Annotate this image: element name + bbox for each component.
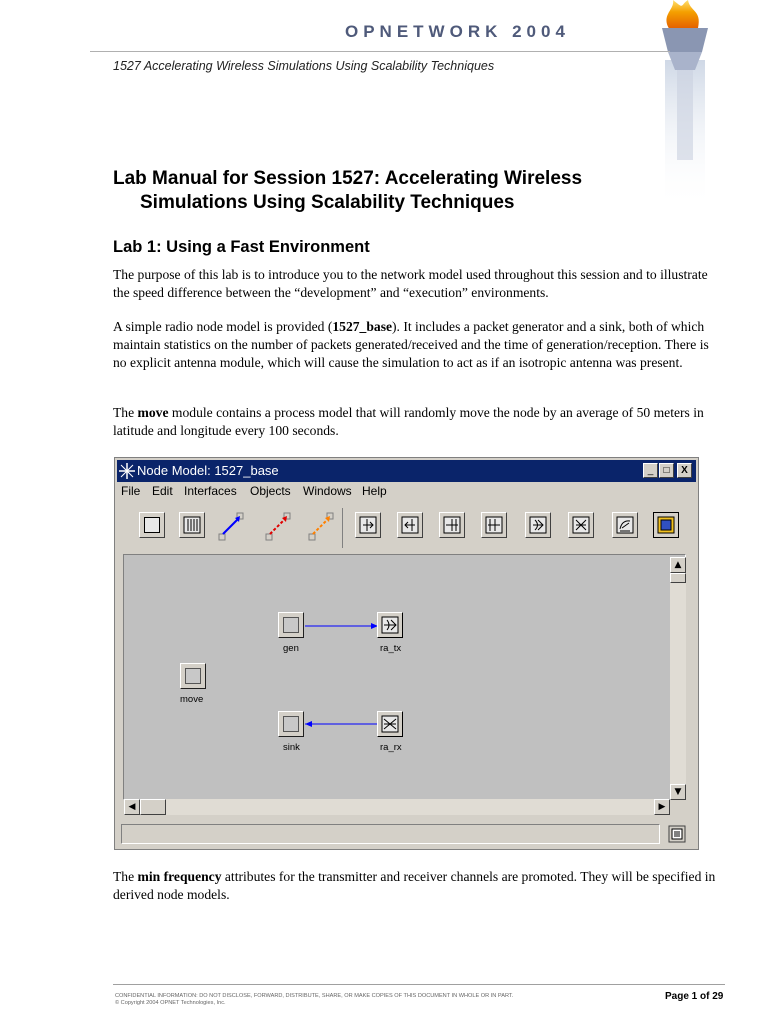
radio-receiver-icon — [381, 715, 399, 733]
queue-icon — [183, 516, 201, 534]
model-name: 1527_base — [332, 319, 393, 334]
radio-rx-icon — [572, 516, 590, 534]
conference-brand: OPNETWORK 2004 — [345, 22, 570, 41]
node-editor-canvas[interactable] — [123, 554, 686, 800]
lab1-heading: Lab 1: Using a Fast Environment — [113, 238, 370, 256]
packet-stream-tool-icon[interactable] — [215, 512, 251, 542]
move-label: move — [180, 694, 204, 705]
bus-rx-icon — [485, 516, 503, 534]
antenna-tool-button[interactable] — [612, 512, 638, 538]
external-system-tool-button[interactable] — [653, 512, 679, 538]
ra-tx-label: ra_tx — [380, 643, 402, 654]
bus-rx-tool-button[interactable] — [481, 512, 507, 538]
window-titlebar[interactable] — [117, 460, 696, 482]
scroll-left-arrow-icon[interactable]: ◀ — [124, 799, 140, 815]
gen-label: gen — [283, 643, 299, 654]
status-bar — [121, 824, 660, 844]
processor-tool-button[interactable] — [139, 512, 165, 538]
bus-tx-tool-button[interactable] — [439, 512, 465, 538]
ra-rx-label: ra_rx — [380, 742, 402, 753]
menu-edit[interactable]: Edit — [152, 484, 173, 498]
title-line-1: Lab Manual for Session 1527: Accelerating Wireless — [113, 168, 583, 189]
scroll-down-arrow-icon[interactable]: ▼ — [670, 784, 686, 800]
vertical-scrollbar[interactable] — [670, 557, 686, 800]
bus-tx-icon — [443, 516, 461, 534]
menu-windows[interactable]: Windows — [303, 484, 352, 498]
node-model-window — [114, 457, 699, 850]
radio-rx-tool-button[interactable] — [568, 512, 594, 538]
maximize-button[interactable]: □ — [659, 463, 674, 478]
horizontal-scroll-thumb[interactable] — [140, 799, 166, 815]
radio-tx-icon — [529, 516, 547, 534]
sink-label: sink — [283, 742, 300, 753]
intro-paragraph: The purpose of this lab is to introduce you to the network model used throughout this session and to illustrate the speed difference between the “development” and “execution” environments. — [113, 267, 708, 300]
attribute-name: min frequency — [137, 869, 222, 884]
copyright-text: © Copyright 2004 OPNET Technologies, Inc. — [115, 1000, 226, 1006]
opnet-app-icon — [119, 463, 135, 479]
move-module-paragraph: The move module contains a process model that will randomly move the node by an average of 50 meters in latitude and longitude every 100 seconds. — [113, 405, 704, 438]
menu-file[interactable]: File — [121, 484, 141, 498]
radio-transmitter-icon — [381, 616, 399, 634]
title-line-2: Simulations Using Scalability Techniques — [140, 192, 515, 213]
module-name: move — [137, 405, 169, 420]
header-rule — [90, 51, 670, 52]
ra-tx-radio-transmitter[interactable] — [377, 612, 403, 638]
window-title: Node Model: 1527_base — [137, 463, 279, 478]
antenna-icon — [616, 516, 634, 534]
footer-rule — [113, 984, 725, 985]
min-frequency-paragraph: The min frequency attributes for the transmitter and receiver channels are promoted. They will be specified in derived node models. — [113, 869, 716, 902]
logical-association-tool-icon[interactable] — [305, 512, 341, 542]
close-button[interactable]: X — [677, 463, 692, 478]
minimize-button[interactable]: _ — [643, 463, 658, 478]
move-processor-node[interactable] — [180, 663, 206, 689]
horizontal-scrollbar[interactable] — [124, 799, 670, 815]
radio-tx-tool-button[interactable] — [525, 512, 551, 538]
ra-rx-radio-receiver[interactable] — [377, 711, 403, 737]
confidential-text: CONFIDENTIAL INFORMATION: DO NOT DISCLOSE, FORWARD, DISTRIBUTE, SHARE, OR MAKE COPIES OF THIS DOCUMENT IN WHOLE OR IN PART. — [115, 993, 514, 999]
point-to-point-rx-tool-button[interactable] — [397, 512, 423, 538]
object-palette-toolbar — [119, 504, 694, 550]
scroll-up-arrow-icon[interactable]: ▲ — [670, 557, 686, 573]
page-number: Page 1 of 29 — [665, 991, 724, 1002]
menu-interfaces[interactable]: Interfaces — [184, 484, 237, 498]
vertical-scroll-thumb[interactable] — [670, 573, 686, 583]
menu-help[interactable]: Help — [362, 484, 387, 498]
pt-rx-icon — [401, 516, 419, 534]
node-model-paragraph: A simple radio node model is provided (1527_base). It includes a packet generator and a sink, both of which maintain statistics on the number of packets generated/received and the time of generation/reception. There is no explicit antenna module, which will cause the simulation to act as if an isotropic antenna was present. — [113, 319, 709, 370]
queue-tool-button[interactable] — [179, 512, 205, 538]
message-log-icon[interactable] — [668, 825, 686, 843]
scroll-right-arrow-icon[interactable]: ▶ — [654, 799, 670, 815]
statistic-wire-tool-icon[interactable] — [262, 512, 298, 542]
gen-processor-node[interactable] — [278, 612, 304, 638]
pt-tx-icon — [359, 516, 377, 534]
session-subtitle: 1527 Accelerating Wireless Simulations Using Scalability Techniques — [113, 59, 495, 73]
menu-objects[interactable]: Objects — [250, 484, 291, 498]
link-layer — [124, 555, 685, 799]
rx-arrow-head — [305, 721, 312, 727]
point-to-point-tx-tool-button[interactable] — [355, 512, 381, 538]
document-title — [113, 167, 673, 215]
external-system-icon — [657, 516, 675, 534]
sink-processor-node[interactable] — [278, 711, 304, 737]
toolbar-separator — [342, 508, 343, 548]
confidentiality-notice — [115, 993, 513, 1007]
